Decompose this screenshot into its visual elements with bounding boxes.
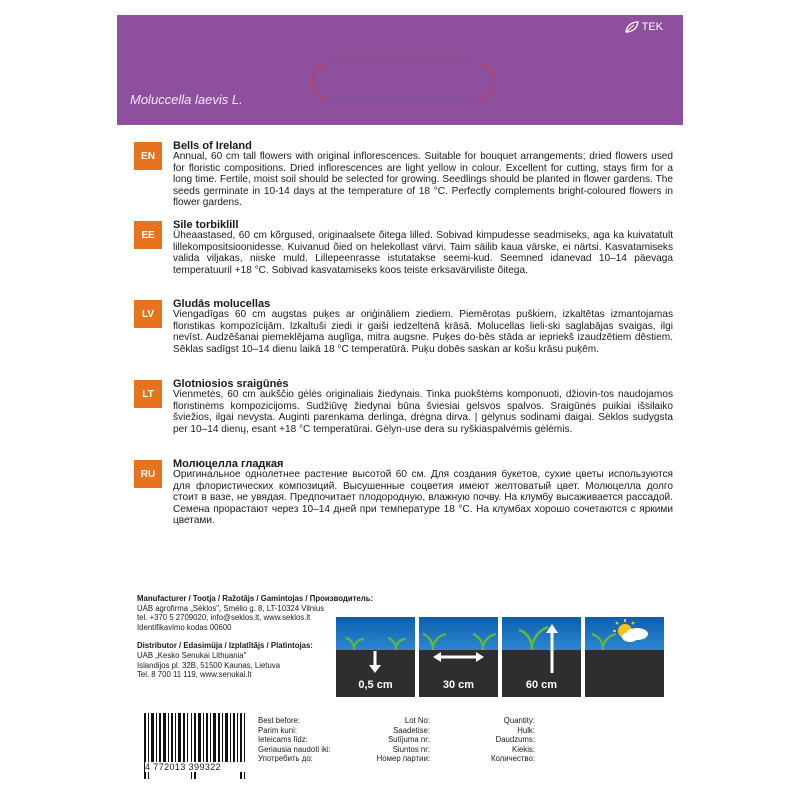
lot-lv: Sutījuma nr: [387, 735, 430, 745]
best-before-labels [258, 716, 331, 764]
lang-text-en: Annual, 60 cm tall flowers with original inflorescences. Suitable for bouquet arrangements; dried flowers used for floristic compositions. Dried inflorescences are light yellow in colour. Excellent for cutting, stays firm for a long time. Fertile, moist soil should be selected for growing. Seedlings should be planted in flower gardens. The seeds germinate in 10-14 days at the temperature of 18 °C. Perfectly complements bright-coloured flowers in flower gardens. [173, 151, 673, 209]
lang-text-ru: Оригинальное однолетнее растение высотой 60 см. Для создания букетов, сухие цветы используются для флористических композиций. Высушенные соцветия имеют желтоватый цвет. Молюцелла долго стоит в вазе, не увядая. Предпочитает плодородную, влажную почву. На клумбу высаживается рассадой. Семена прорастают через 10–14 дней при температуре 18 °C. На клумбах хорошо сочетаются с яркими цветами. [173, 469, 673, 527]
plant-height-label: 60 cm [525, 679, 558, 691]
manufacturer-address: UAB agrofirma „Sėklos", Smėlio g. 8, LT-10324 Vilnius [137, 603, 325, 613]
lang-title-ee: Sile torbiklill [173, 219, 239, 231]
lang-badge-en: EN [134, 142, 162, 170]
best-before-lt: Geriausia naudoti iki: [258, 744, 331, 754]
quantity-labels [450, 716, 535, 764]
sowing-depth-icon [336, 617, 415, 697]
best-before-en: Best before: [258, 716, 301, 725]
lang-badge-ru: RU [134, 460, 162, 488]
barcode-number: 4 772013 399322 [145, 762, 245, 772]
distributor-name: UAB „Kesko Senukai Lithuania" [137, 650, 247, 660]
lang-text-lv: Viengadīgas 60 cm augstas puķes ar oriģināliem ziediem. Piemērotas puškiem, izkaltētas izmantojamas floristikas kompozīcijām. Izkaltuši ziedi ir gaiši iedzeltenā krāsā. Molucellas lieli-ski saglabājas svaigas, ilgi nevīst. Audzēšanai piemeklējama auglīga, mitra augsne. Puķes do-bēs stāda ar iepriekš izaudzētiem dēstiem. Sēklas sadīgst 10–14 dienu laikā 18 °C temperatūrā. Puķu dobēs saskan ar košu krāsu puķēm. [173, 309, 673, 355]
lang-text-ee: Üheaastased, 60 cm kõrgused, originaalsete õitega lilled. Sobivad kimpudesse seadmiseks, aga ka kuivatatult lillekompositsioonidesse. Kuivanud õied on helekollast värvi. Taim säilib kaua värske, ei närtsi. Kasvatamiseks valida viljakas, niiske muld. Lillepeenrasse istutatakse seemi-kud. Seemned idanevad 10–14 päevaga temperatuuril +18 °C. Sobivad kasvatamiseks koos teiste erksavärviliste õitega. [173, 230, 673, 276]
lot-ru: Номер партии: [376, 754, 430, 764]
variety-outline-box [312, 63, 494, 100]
plant-spacing-icon [419, 617, 498, 697]
brand-logo [625, 21, 663, 33]
manufacturer-heading: Manufacturer / Tootja / Ražotājs / Gamintojas / Производитель: [137, 594, 374, 603]
best-before-ru: Употребить до: [258, 754, 313, 764]
lang-badge-lt: LT [134, 380, 162, 408]
lot-labels [340, 716, 430, 764]
quantity-en: Quantity: [503, 716, 535, 725]
quantity-ee: Hulk: [517, 725, 535, 735]
leaf-icon [625, 21, 639, 33]
best-before-lv: Ieteicams līdz: [258, 735, 308, 745]
plant-spacing-label: 30 cm [442, 679, 475, 691]
manufacturer-code: Identifikavimo kodas 00600 [137, 622, 232, 632]
distributor-address: Islandijos pl. 32B, 51500 Kaunas, Lietuva [137, 660, 281, 670]
distributor-heading: Distributor / Edasimüja / Izplatītājs / Platintojas: [137, 641, 313, 651]
lang-title-lt: Glotniosios sraigūnės [173, 378, 289, 390]
sunny-location-icon [585, 617, 664, 697]
lang-title-lv: Gludās molucellas [173, 298, 271, 310]
sowing-depth-label: 0,5 cm [358, 679, 393, 691]
packet-header [117, 15, 683, 125]
brand-name: TEK [641, 21, 663, 33]
plant-height-icon [502, 617, 581, 697]
quantity-lv: Daudzums: [495, 735, 535, 745]
lot-en: Lot No: [404, 716, 430, 725]
lot-lt: Siuntos nr: [392, 744, 430, 754]
distributor-contacts: Tel. 8 700 11 119, www.senukai.lt [137, 670, 252, 680]
lang-badge-ee: EE [134, 221, 162, 249]
quantity-lt: Kiekis: [512, 744, 535, 754]
lang-badge-lv: LV [134, 300, 162, 328]
species-latin-name: Moluccella laevis L. [130, 92, 243, 107]
lang-title-ru: Молюцелла гладкая [173, 458, 284, 470]
quantity-ru: Количество: [490, 754, 535, 764]
lot-ee: Saadetise: [393, 725, 430, 735]
lang-text-lt: Vienmetės, 60 cm aukščio gėlės originaliais žiedynais. Tinka puokštėms komponuoti, džiovin-tos naudojamos floristinėms kompozicijoms. Sudžiūvę žiedynai būna šviesiai gelsvos spalvos. Sraigūnės puikiai išsilaiko šviežios, ilgai nevysta. Auginti parenkama derlinga, drėgna dirva. | gėlynus sodinami daigai. Sėklos sudygsta per 10–14 dienų, esant +18 °C temperatūrai. Gėlyn-use dera su ryškiaspalvėmis gėlėmis. [173, 389, 673, 435]
manufacturer-contacts: tel. +370 5 2709020, info@seklos.lt, www.seklos.lt [137, 613, 311, 623]
lang-title-en: Bells of Ireland [173, 140, 252, 152]
best-before-ee: Parim kuni: [258, 725, 297, 735]
